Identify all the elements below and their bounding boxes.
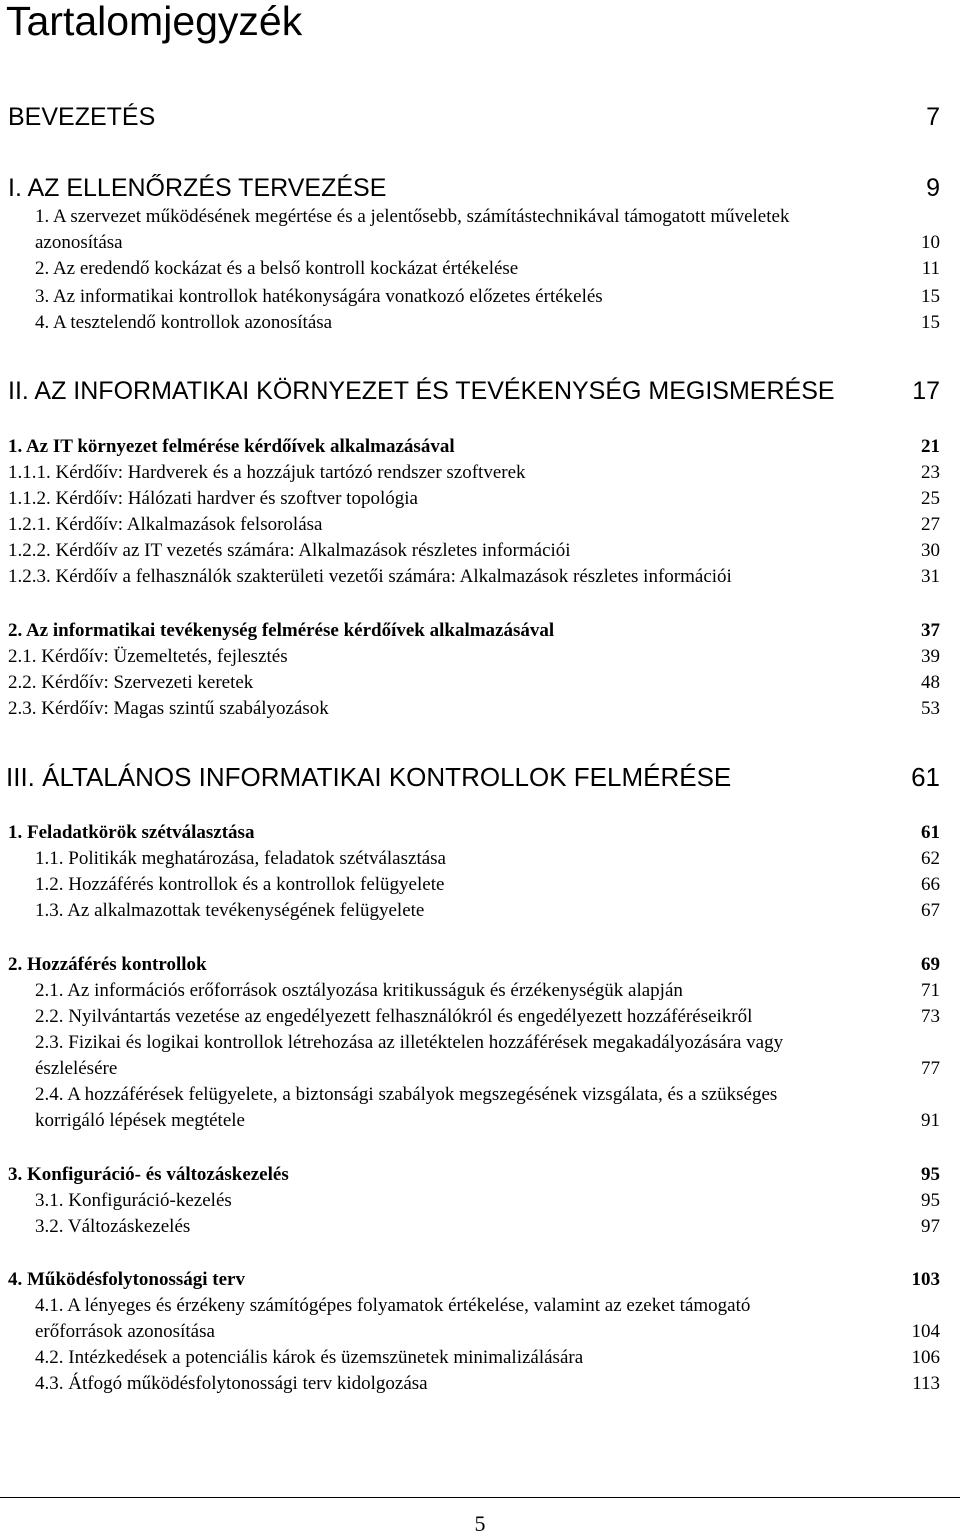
toc-page-number: 11 <box>921 258 940 279</box>
toc-entry[interactable] <box>35 1293 940 1319</box>
toc-entry[interactable] <box>35 256 940 282</box>
toc-page-number: 95 <box>921 1164 940 1185</box>
toc-entry-text: 1.3. Az alkalmazottak tevékenységének felügyelete <box>35 900 425 921</box>
toc-entry-text: 4. Működésfolytonossági terv <box>8 1269 245 1290</box>
toc-entry-text: azonosítása <box>35 232 123 253</box>
toc-page-number: 15 <box>921 286 940 307</box>
toc-entry[interactable] <box>35 1030 940 1056</box>
toc-entry[interactable] <box>35 1214 940 1240</box>
toc-entry[interactable] <box>8 512 940 538</box>
toc-page-number: 103 <box>911 1269 940 1290</box>
toc-entry[interactable] <box>8 564 940 590</box>
toc-entry-text: korrigáló lépések megtétele <box>35 1110 245 1131</box>
toc-entry-text: 1. Feladatkörök szétválasztása <box>8 822 255 843</box>
toc-page-number: 53 <box>921 698 940 719</box>
toc-heading-label: III. ÁLTALÁNOS INFORMATIKAI KONTROLLOK FELMÉRÉSE <box>6 762 732 792</box>
toc-entry[interactable] <box>35 204 940 230</box>
toc-page-number: 25 <box>921 488 940 509</box>
toc-entry-text: 2. Hozzáférés kontrollok <box>8 954 207 975</box>
toc-entry-continuation[interactable] <box>35 230 940 256</box>
toc-subheading[interactable] <box>8 618 940 644</box>
toc-entry[interactable] <box>35 1345 940 1371</box>
toc-entry[interactable] <box>8 670 940 696</box>
toc-entry[interactable] <box>35 1082 940 1108</box>
toc-entry-text: 2.3. Fizikai és logikai kontrollok létrehozása az illetéktelen hozzáférések megakadályozására vagy <box>35 1032 784 1053</box>
toc-page-number: 61 <box>921 822 940 843</box>
footer-page-number: 5 <box>474 1511 486 1536</box>
toc-page-number: 30 <box>921 540 940 561</box>
toc-entry-text: 2.2. Kérdőív: Szervezeti keretek <box>8 672 254 693</box>
toc-page-number: 48 <box>921 672 940 693</box>
toc-entry-text: 4.3. Átfogó működésfolytonossági terv kidolgozása <box>35 1373 428 1394</box>
toc-page-number: 62 <box>921 848 940 869</box>
toc-subheading[interactable] <box>8 952 940 978</box>
toc-page-number: 9 <box>926 174 940 202</box>
toc-entry-text: 1. Az IT környezet felmérése kérdőívek alkalmazásával <box>8 436 455 457</box>
toc-page-number: 10 <box>921 232 940 253</box>
toc-entry[interactable] <box>35 872 940 898</box>
toc-page-number: 67 <box>921 900 940 921</box>
toc-heading-section-2[interactable] <box>8 376 940 406</box>
toc-entry-text: 4. A tesztelendő kontrollok azonosítása <box>35 312 333 333</box>
toc-page-number: 95 <box>921 1190 940 1211</box>
toc-page-number: 23 <box>921 462 940 483</box>
toc-page-number: 104 <box>911 1321 940 1342</box>
toc-entry-text: 2.2. Nyilvántartás vezetése az engedélyezett felhasználókról és engedélyezett hozzáféréseikről <box>35 1006 753 1027</box>
toc-page-number: 69 <box>921 954 940 975</box>
toc-entry-text: 2.3. Kérdőív: Magas szintű szabályozások <box>8 698 329 719</box>
toc-heading-label: I. AZ ELLENŐRZÉS TERVEZÉSE <box>8 174 387 202</box>
toc-entry[interactable] <box>35 1188 940 1214</box>
toc-page-number: 91 <box>921 1110 940 1131</box>
toc-entry-text: 2.4. A hozzáférések felügyelete, a biztonsági szabályok megszegésének vizsgálata, és a szükséges <box>35 1084 778 1105</box>
toc-entry-text: 1.1.1. Kérdőív: Hardverek és a hozzájuk tartózó rendszer szoftverek <box>8 462 526 483</box>
toc-entry[interactable] <box>35 978 940 1004</box>
toc-entry-text: 3. Konfiguráció- és változáskezelés <box>8 1164 289 1185</box>
toc-page-number: 21 <box>921 436 940 457</box>
toc-page-number: 31 <box>921 566 940 587</box>
toc-entry-text: 2. Az informatikai tevékenység felmérése kérdőívek alkalmazásával <box>8 620 555 641</box>
toc-page-number: 113 <box>912 1373 940 1394</box>
toc-entry-text: 1.2.3. Kérdőív a felhasználók szakterületi vezetői számára: Alkalmazások részletes információi <box>8 566 732 587</box>
toc-entry[interactable] <box>35 898 940 924</box>
toc-heading-label: BEVEZETÉS <box>8 103 156 131</box>
toc-page-number: 37 <box>921 620 940 641</box>
toc-page-number: 71 <box>921 980 940 1001</box>
toc-page-number: 61 <box>911 762 940 792</box>
toc-subheading[interactable] <box>8 1162 940 1188</box>
toc-entry-continuation[interactable] <box>35 1319 940 1345</box>
toc-subheading[interactable] <box>8 1267 940 1293</box>
toc-entry-text: 3.2. Változáskezelés <box>35 1216 191 1237</box>
toc-page-number: 66 <box>921 874 940 895</box>
toc-entry-continuation[interactable] <box>35 1108 940 1134</box>
toc-entry[interactable] <box>35 1004 940 1030</box>
toc-subheading[interactable] <box>8 820 940 846</box>
toc-heading-intro[interactable] <box>8 102 940 132</box>
page-title: Tartalomjegyzék <box>6 0 303 44</box>
toc-entry-text: 1.1. Politikák meghatározása, feladatok szétválasztása <box>35 848 446 869</box>
toc-entry-text: 1.1.2. Kérdőív: Hálózati hardver és szoftver topológia <box>8 488 418 509</box>
toc-page-number: 7 <box>926 103 940 131</box>
toc-page-number: 15 <box>921 312 940 333</box>
toc-entry[interactable] <box>35 1371 940 1397</box>
toc-heading-section-3[interactable] <box>6 762 940 792</box>
toc-subheading[interactable] <box>8 434 940 460</box>
toc-entry[interactable] <box>35 310 940 336</box>
toc-page-number: 73 <box>921 1006 940 1027</box>
toc-heading-label: II. AZ INFORMATIKAI KÖRNYEZET ÉS TEVÉKENYSÉG MEGISMERÉSE <box>8 377 835 405</box>
toc-page-number: 39 <box>921 646 940 667</box>
toc-entry-text: 3.1. Konfiguráció-kezelés <box>35 1190 232 1211</box>
toc-page-number: 77 <box>921 1058 940 1079</box>
footer-divider <box>0 1497 960 1498</box>
toc-page-number: 106 <box>911 1347 940 1368</box>
toc-entry[interactable] <box>8 538 940 564</box>
toc-entry[interactable] <box>8 486 940 512</box>
toc-page-number: 17 <box>912 377 940 405</box>
toc-entry-text: 2.1. Az információs erőforrások osztályozása kritikusságuk és érzékenységük alapján <box>35 980 683 1001</box>
toc-entry-continuation[interactable] <box>35 1056 940 1082</box>
toc-entry-text: észlelésére <box>35 1058 118 1079</box>
toc-entry-text: 3. Az informatikai kontrollok hatékonyságára vonatkozó előzetes értékelés <box>35 286 603 307</box>
toc-page-number: 97 <box>921 1216 940 1237</box>
toc-entry-text: 4.2. Intézkedések a potenciális károk és üzemszünetek minimalizálására <box>35 1347 584 1368</box>
toc-entry-text: 1. A szervezet működésének megértése és a jelentősebb, számítástechnikával támogatott műveletek <box>35 206 790 227</box>
toc-entry[interactable] <box>35 284 940 310</box>
toc-entry-text: 2. Az eredendő kockázat és a belső kontroll kockázat értékelése <box>35 258 519 279</box>
toc-entry-text: 4.1. A lényeges és érzékeny számítógépes folyamatok értékelése, valamint az ezeket támogató <box>35 1295 751 1316</box>
toc-entry-text: 1.2.1. Kérdőív: Alkalmazások felsorolása <box>8 514 323 535</box>
toc-heading-section-1[interactable] <box>8 173 940 203</box>
toc-entry-text: 2.1. Kérdőív: Üzemeltetés, fejlesztés <box>8 646 288 667</box>
toc-entry-text: erőforrások azonosítása <box>35 1321 215 1342</box>
toc-entry[interactable] <box>8 696 940 722</box>
toc-entry-text: 1.2. Hozzáférés kontrollok és a kontrollok felügyelete <box>35 874 445 895</box>
toc-page-number: 27 <box>921 514 940 535</box>
toc-entry[interactable] <box>8 460 940 486</box>
toc-entry[interactable] <box>8 644 940 670</box>
toc-entry[interactable] <box>35 846 940 872</box>
toc-entry-text: 1.2.2. Kérdőív az IT vezetés számára: Alkalmazások részletes információi <box>8 540 571 561</box>
